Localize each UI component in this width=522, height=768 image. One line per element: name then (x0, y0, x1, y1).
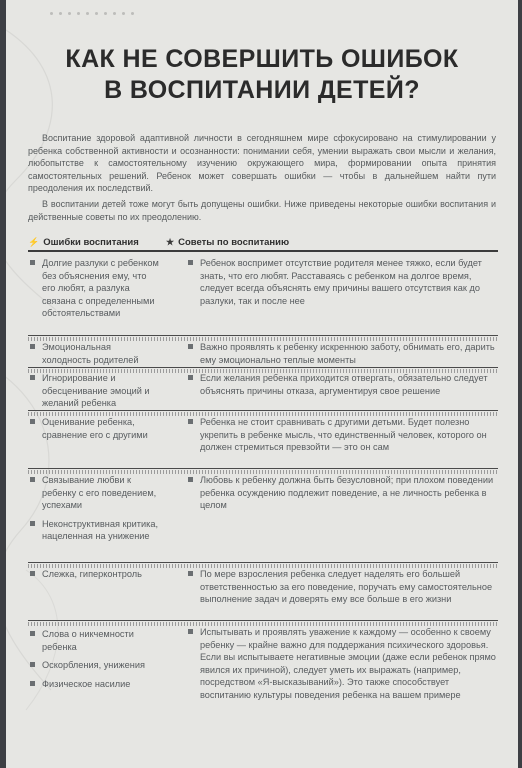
table-row-advice (182, 626, 500, 702)
table-header-mistakes (28, 237, 139, 248)
advice-text: По мере взросления ребенка следует наделять его большей ответственностью за его поведение, поручать ему самостоятельное выполнение задач и доверять ему все больше в его жизни (200, 569, 493, 605)
table-row-advice (182, 568, 500, 606)
intro-paragraph-1: Воспитание здоровой адаптивной личности в сегодняшнем мире сфокусировано на стимулировании у ребенка собственной активности и осознанности: понимании себя, умении выражать свои мысли и желания, любопытстве к самостоятельному изучению окружающего мира, формировании опыта принятия самостоятельных решений. Ребенок может совершать ошибки — чтобы в дальнейшем найти пути преодоления их последствий. (28, 133, 496, 194)
row-divider (28, 468, 498, 469)
table-row-advice (182, 341, 500, 366)
table-row-mistakes (28, 416, 160, 441)
header-rule (28, 250, 498, 252)
mistake-text: Слова о никчемности ребенка (42, 629, 134, 652)
advice-text: Ребенка не стоит сравнивать с другими детьми. Будет полезно укрепить в ребенке мысль, что единственный человек, которого он должен стремиться превзойти — это он сам (200, 417, 487, 453)
mistake-text: Эмоциональная холодность родителей (42, 342, 139, 365)
mistake-text: Долгие разлуки с ребенком без объяснения ему, что его любят, а разлука связана с определенными обстоятельствами (42, 258, 159, 319)
advice-text: Важно проявлять к ребенку искреннюю заботу, обнимать его, дарить ему эмоционально теплые моменты (200, 342, 495, 365)
title-line-2: В ВОСПИТАНИИ ДЕТЕЙ? (104, 76, 420, 104)
table-row-mistakes (28, 372, 160, 410)
row-divider (28, 367, 498, 368)
table-row-advice (182, 474, 500, 512)
advice-text: Если желания ребенка приходится отвергать, обязательно следует объяснять причины отказа, аргументируя свое решение (200, 373, 488, 396)
header-mistakes-label: Ошибки воспитания (43, 237, 139, 248)
table-row-mistakes (28, 257, 160, 320)
header-advice-label: Советы по воспитанию (178, 237, 290, 248)
star-icon: ★ (166, 237, 175, 247)
table-row-advice (182, 372, 500, 397)
row-divider (28, 410, 498, 411)
table-row-advice (182, 416, 500, 454)
mistake-text: Физическое насилие (42, 678, 131, 689)
mistake-text: Оскорбления, унижения (42, 660, 145, 671)
page (6, 0, 518, 768)
page-title (6, 44, 518, 106)
table-row-mistakes (28, 341, 160, 366)
advice-text: Любовь к ребенку должна быть безусловной; при плохом поведении ребенка осуждению подлежит поведение, а не личность ребенка в целом (200, 475, 494, 511)
table-row-mistakes (28, 628, 160, 690)
lightning-icon: ⚡ (28, 237, 40, 247)
mistake-text: Оценивание ребенка, сравнение его с другими (42, 417, 148, 440)
row-divider (28, 620, 498, 621)
table-row-mistakes (28, 568, 160, 581)
advice-text: Испытывать и проявлять уважение к каждому — особенно к своему ребенку — крайне важно для поддержания психического здоровья. Если вы испытываете негативные эмоции (даже если ребенок прямо явился их причиной), следует уметь их выражать (например, посредством «Я-высказываний»). Это также способствует воспитанию культуры поведения ребенка на вашем примере (200, 627, 496, 700)
advice-text: Ребенок воспримет отсутствие родителя менее тяжко, если будет знать, что его любят. Расставаясь с ребенком на долгое время, следует всегда объяснять ему причины вашего отсутствия как до разлуки, так и после нее (200, 258, 482, 306)
title-line-1: КАК НЕ СОВЕРШИТЬ ОШИБОК (65, 45, 459, 73)
mistake-text: Связывание любви к ребенку с его поведением, успехами (42, 475, 157, 511)
mistake-text: Слежка, гиперконтроль (42, 569, 142, 579)
table-header-advice (166, 237, 289, 248)
mistake-text: Игнорирование и обесценивание эмоций и желаний ребенка (42, 373, 150, 409)
row-divider (28, 562, 498, 563)
row-divider (28, 335, 498, 336)
table-row-mistakes (28, 474, 160, 543)
mistake-text: Неконструктивная критика, нацеленная на унижение (42, 518, 158, 542)
intro-paragraph-2: В воспитании детей тоже могут быть допущены ошибки. Ниже приведены некоторые ошибки воспитания и действенные советы по их преодолению. (28, 199, 496, 222)
table-row-advice (182, 257, 500, 307)
